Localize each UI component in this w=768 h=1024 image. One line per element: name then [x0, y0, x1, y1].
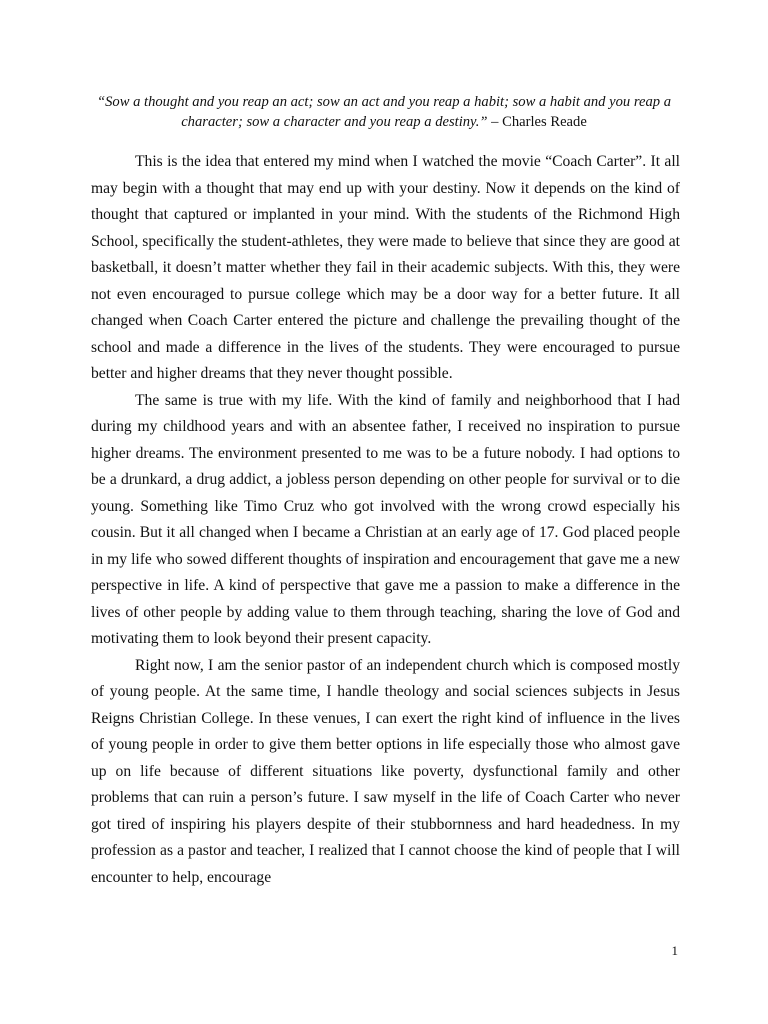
epigraph-attribution: – Charles Reade — [491, 114, 587, 130]
page-number: 1 — [671, 943, 678, 958]
essay-body — [91, 149, 680, 891]
paragraph-3: Right now, I am the senior pastor of an independent church which is composed mostly of young people. At the same time, I handle theology and social sciences subjects in Jesus Reigns Christian College. In these venues, I can exert the right kind of influence in the lives of young people in order to give them better options in life especially those who almost gave up on life because of different situations like poverty, dysfunctional family and other problems that can ruin a person’s future. I saw myself in the life of Coach Carter who never got tired of inspiring his players despite of their stubbornness and hard headedness. In my profession as a pastor and teacher, I realized that I cannot choose the kind of people that I will encounter to help, encourage — [91, 656, 680, 886]
paragraph-2: The same is true with my life. With the kind of family and neighborhood that I had during my childhood years and with an absentee father, I received no inspiration to pursue higher dreams. The environment presented to me was to be a future nobody. I had options to be a drunkard, a drug addict, a jobless person depending on other people for survival or to die young. Something like Timo Cruz who got involved with the wrong crowd especially his cousin. But it all changed when I became a Christian at an early age of 17. God placed people in my life who sowed different thoughts of inspiration and encouragement that gave me a new perspective in life. A kind of perspective that gave me a passion to make a difference in the lives of other people by adding value to them through teaching, sharing the love of God and motivating them to look beyond their present capacity. — [91, 391, 680, 647]
epigraph-quote: “Sow a thought and you reap an act; sow an act and you reap a habit; sow a habit and you reap a character; sow a character and you reap a destiny.” — [97, 94, 671, 130]
paragraph-1: This is the idea that entered my mind when I watched the movie “Coach Carter”. It all may begin with a thought that may end up with your destiny. Now it depends on the kind of thought that captured or implanted in your mind. With the students of the Richmond High School, specifically the student-athletes, they were made to believe that since they are good at basketball, it doesn’t matter whether they fail in their academic subjects. With this, they were not even encouraged to pursue college which may be a door way for a better future. It all changed when Coach Carter entered the picture and challenge the prevailing thought of the school and made a difference in the lives of the students. They were encouraged to pursue better and higher dreams that they never thought possible. — [91, 153, 680, 382]
epigraph — [88, 92, 680, 132]
